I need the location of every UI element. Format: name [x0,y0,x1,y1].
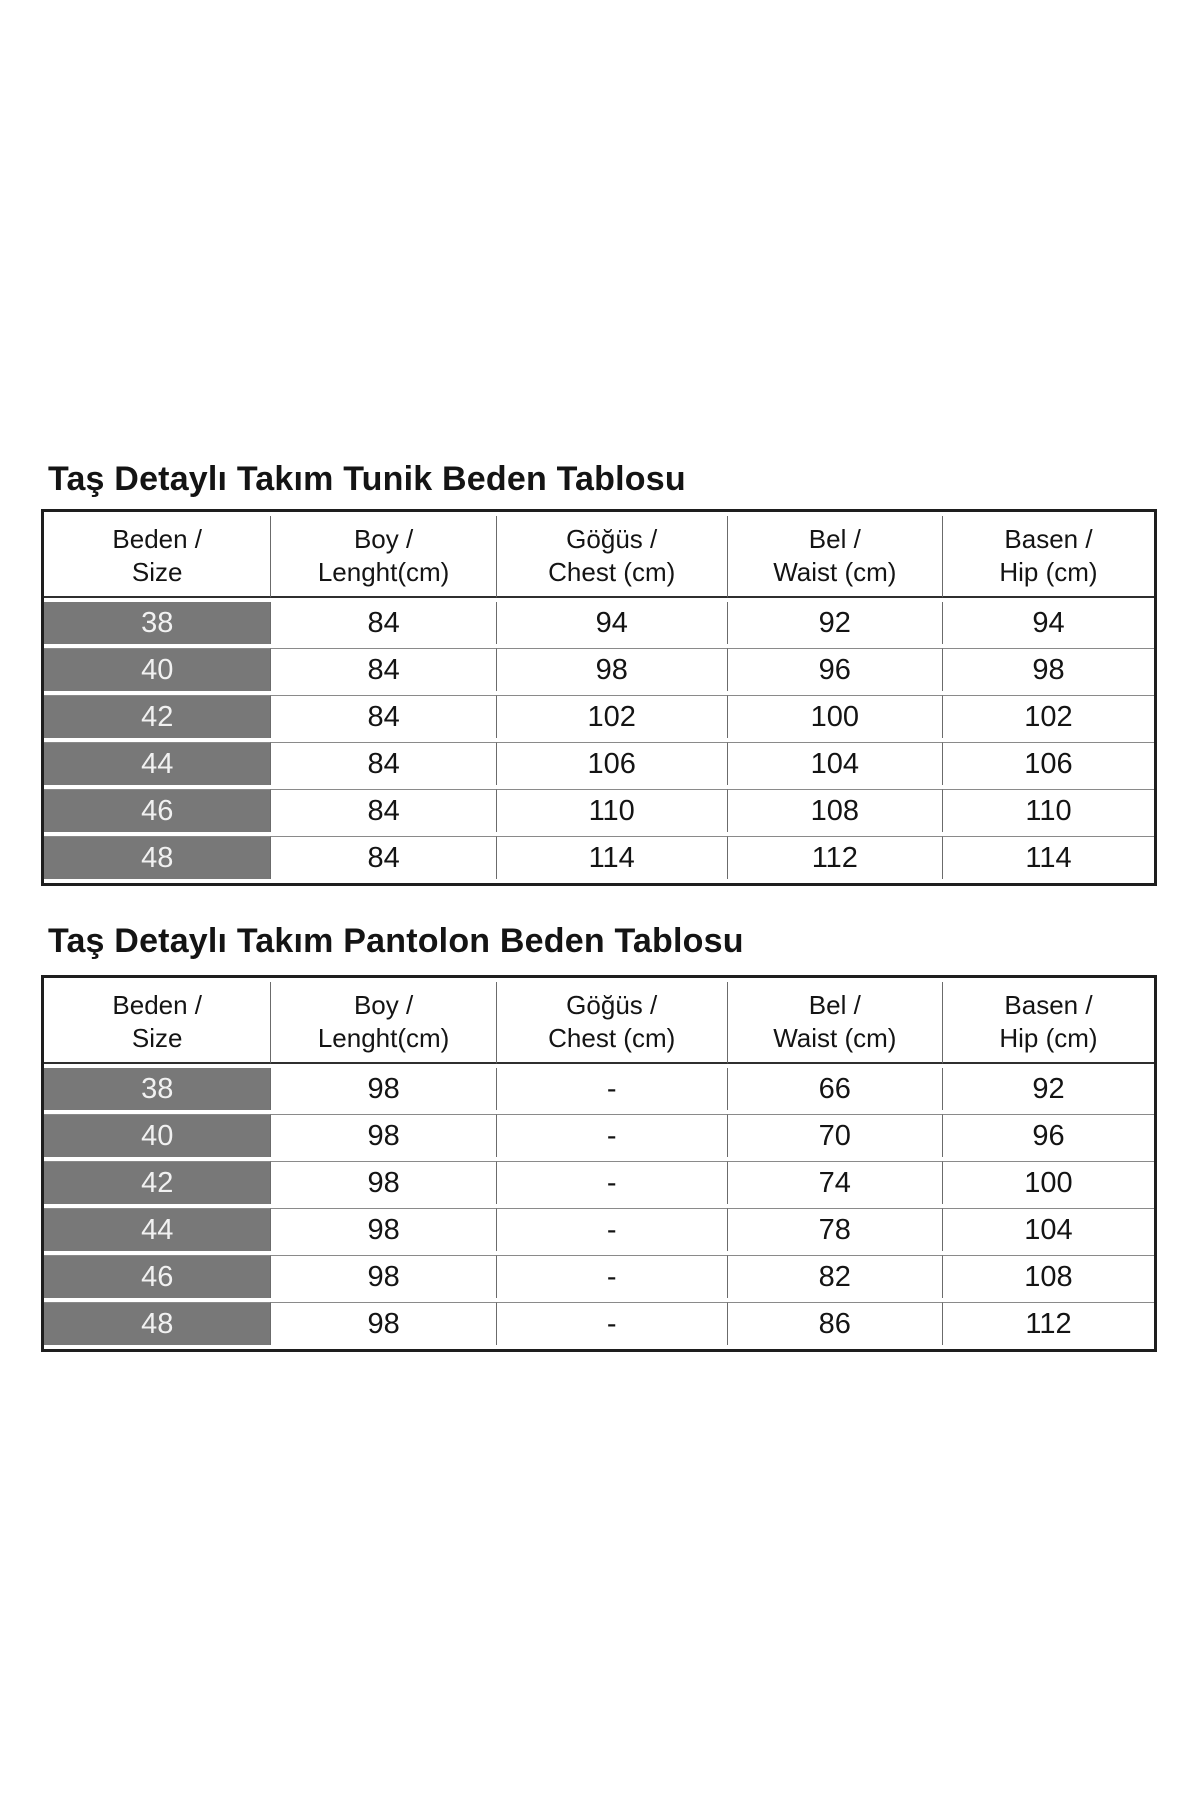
column-header-line2: Hip (cm) [999,557,1098,587]
measurement-cell: 86 [727,1302,942,1345]
measurement-cell: 100 [727,695,942,738]
measurement-cell: - [496,1161,727,1204]
size-row [44,695,1154,738]
size-cell: 48 [44,1302,270,1345]
column-header-line1: Boy / [353,524,414,554]
measurement-cell: 110 [942,789,1154,832]
pants-table-title: Taş Detaylı Takım Pantolon Beden Tablosu [48,922,744,960]
size-cell: 40 [44,648,270,691]
column-header [942,516,1154,598]
column-header-line1: Bel / [808,990,861,1020]
column-header-line1: Bel / [808,524,861,554]
column-header [942,982,1154,1064]
measurement-cell: 84 [270,648,495,691]
measurement-cell: 98 [270,1255,495,1298]
size-cell: 42 [44,1161,270,1204]
measurement-cell: 98 [270,1208,495,1251]
measurement-cell: 82 [727,1255,942,1298]
column-header-line2: Lenght(cm) [317,557,450,587]
size-cell: 44 [44,742,270,785]
column-header-line2: Lenght(cm) [317,1023,450,1053]
column-header-line2: Waist (cm) [773,1023,897,1053]
tunic-table-body [44,602,1154,879]
size-row [44,1255,1154,1298]
measurement-cell: 98 [270,1068,495,1110]
measurement-cell: 92 [942,1068,1154,1110]
pants-table-header [44,982,1154,1064]
size-cell: 44 [44,1208,270,1251]
column-header-line1: Boy / [353,990,414,1020]
size-row [44,836,1154,879]
column-header-line2: Waist (cm) [773,557,897,587]
header-row [44,516,1154,598]
measurement-cell: 98 [942,648,1154,691]
measurement-cell: 92 [727,602,942,644]
measurement-cell: 108 [727,789,942,832]
measurement-cell: - [496,1068,727,1110]
size-cell: 46 [44,789,270,832]
tunic-table-header [44,516,1154,598]
measurement-cell: 110 [496,789,727,832]
column-header-line1: Basen / [1004,524,1093,554]
column-header [727,982,942,1064]
column-header-line1: Beden / [112,990,203,1020]
measurement-cell: 112 [942,1302,1154,1345]
measurement-cell: 84 [270,789,495,832]
column-header-line2: Chest (cm) [548,1023,676,1053]
column-header [44,516,270,598]
measurement-cell: - [496,1208,727,1251]
measurement-cell: 66 [727,1068,942,1110]
column-header [270,516,495,598]
measurement-cell: 84 [270,836,495,879]
measurement-cell: 100 [942,1161,1154,1204]
measurement-cell: 114 [942,836,1154,879]
size-row [44,602,1154,644]
measurement-cell: 104 [942,1208,1154,1251]
column-header-line2: Hip (cm) [999,1023,1098,1053]
measurement-cell: 98 [270,1114,495,1157]
measurement-cell: 98 [496,648,727,691]
column-header [496,982,727,1064]
column-header-line1: Beden / [112,524,203,554]
column-header [727,516,942,598]
measurement-cell: 74 [727,1161,942,1204]
measurement-cell: 70 [727,1114,942,1157]
measurement-cell: 106 [942,742,1154,785]
column-header-line2: Size [131,557,183,587]
measurement-cell: 84 [270,602,495,644]
measurement-cell: 108 [942,1255,1154,1298]
measurement-cell: 98 [270,1161,495,1204]
size-row [44,742,1154,785]
tunic-table-title: Taş Detaylı Takım Tunik Beden Tablosu [48,460,686,498]
column-header-line2: Size [131,1023,183,1053]
measurement-cell: 98 [270,1302,495,1345]
column-header-line1: Göğüs / [566,524,658,554]
size-row [44,1302,1154,1345]
measurement-cell: - [496,1255,727,1298]
measurement-cell: - [496,1302,727,1345]
column-header-line1: Basen / [1004,990,1093,1020]
size-cell: 46 [44,1255,270,1298]
size-row [44,1068,1154,1110]
size-row [44,789,1154,832]
pants-size-table [41,975,1157,1352]
measurement-cell: 84 [270,742,495,785]
measurement-cell: 104 [727,742,942,785]
size-row [44,1161,1154,1204]
size-row [44,1208,1154,1251]
measurement-cell: 102 [942,695,1154,738]
column-header-line2: Chest (cm) [548,557,676,587]
tunic-size-table [41,509,1157,886]
measurement-cell: 84 [270,695,495,738]
size-row [44,648,1154,691]
column-header [270,982,495,1064]
size-cell: 42 [44,695,270,738]
measurement-cell: 114 [496,836,727,879]
pants-table-body [44,1068,1154,1345]
column-header [44,982,270,1064]
measurement-cell: 106 [496,742,727,785]
measurement-cell: - [496,1114,727,1157]
measurement-cell: 78 [727,1208,942,1251]
size-cell: 48 [44,836,270,879]
measurement-cell: 112 [727,836,942,879]
column-header-line1: Göğüs / [566,990,658,1020]
size-row [44,1114,1154,1157]
measurement-cell: 96 [942,1114,1154,1157]
size-cell: 40 [44,1114,270,1157]
measurement-cell: 94 [942,602,1154,644]
measurement-cell: 96 [727,648,942,691]
header-row [44,982,1154,1064]
column-header [496,516,727,598]
measurement-cell: 102 [496,695,727,738]
measurement-cell: 94 [496,602,727,644]
size-cell: 38 [44,602,270,644]
size-cell: 38 [44,1068,270,1110]
